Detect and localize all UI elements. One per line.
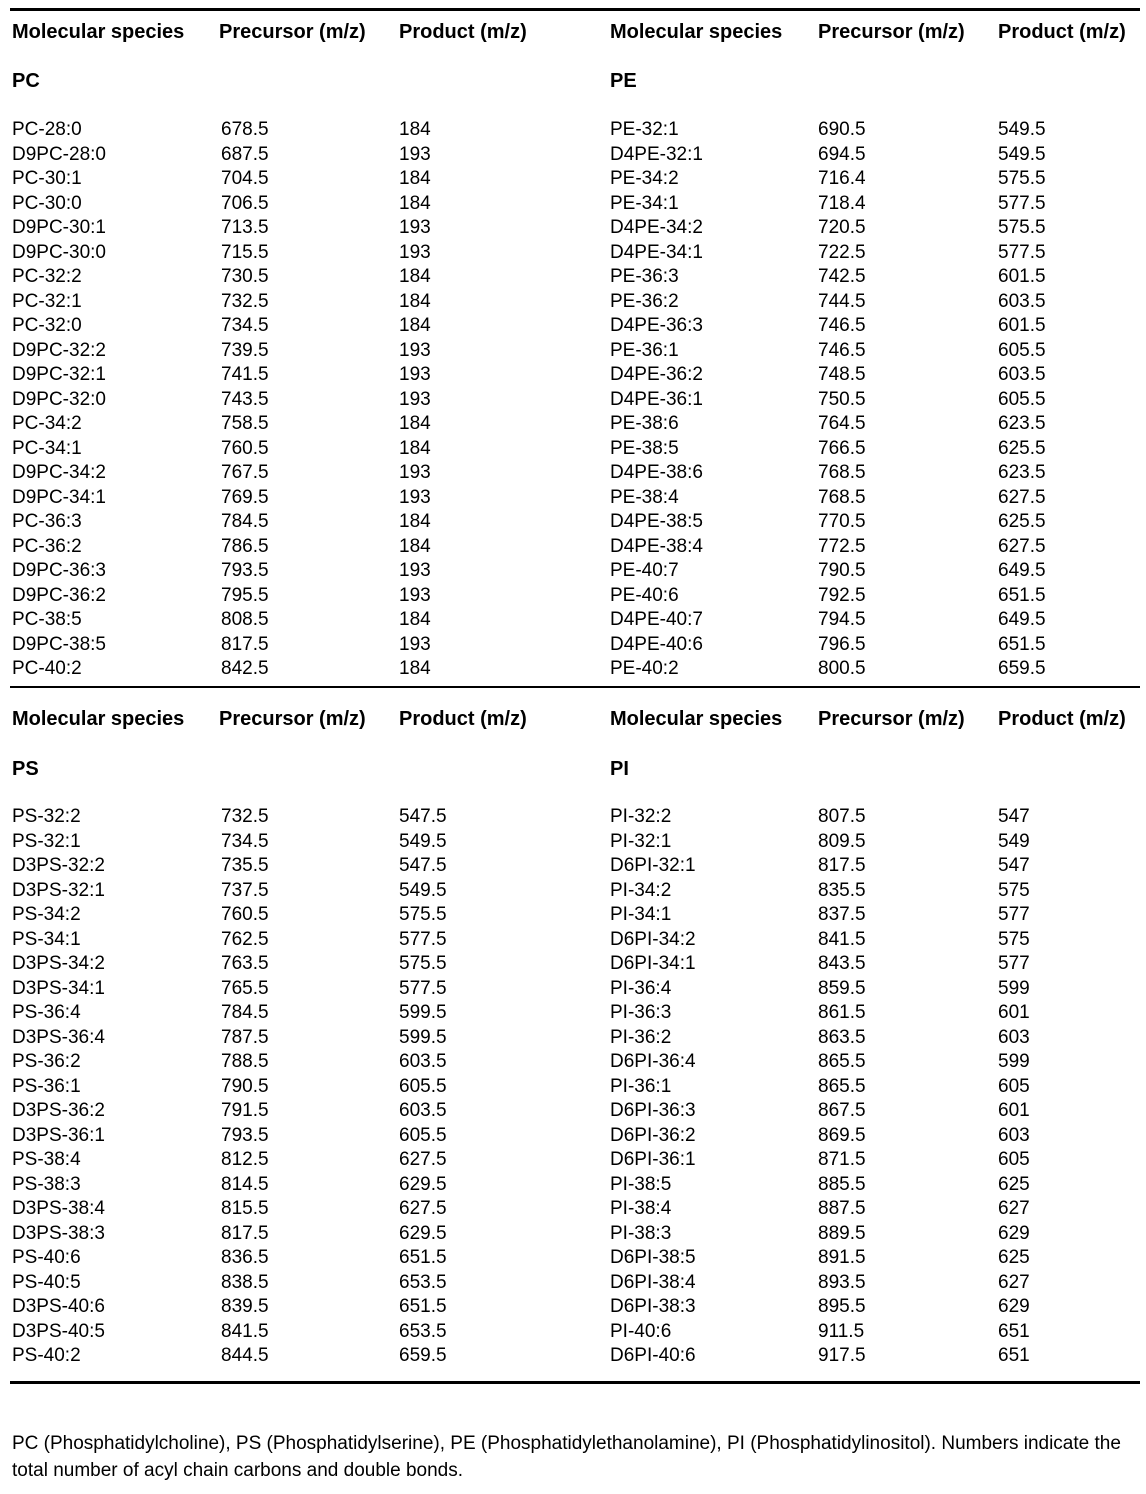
- cell-precursor: 889.5: [818, 1222, 866, 1244]
- cell-species: PE-38:6: [610, 413, 679, 434]
- cell-product: 577.5: [399, 977, 447, 999]
- cell-species: PC-34:1: [12, 437, 82, 459]
- cell-species: D9PC-32:2: [12, 339, 106, 361]
- cell-species: PS-34:2: [12, 904, 81, 925]
- cell-product: 651.5: [998, 584, 1046, 606]
- cell-precursor: 786.5: [221, 535, 269, 557]
- cell-precursor: 817.5: [818, 855, 866, 876]
- cell-product: 184: [399, 192, 431, 214]
- cell-precursor: 895.5: [818, 1296, 866, 1317]
- cell-species: PC-30:0: [12, 192, 82, 214]
- cell-precursor: 837.5: [818, 904, 866, 925]
- cell-precursor: 793.5: [221, 1124, 269, 1146]
- group-label: PE: [610, 70, 637, 92]
- cell-product: 577.5: [998, 241, 1046, 263]
- cell-precursor: 839.5: [221, 1296, 269, 1317]
- cell-product: 601.5: [998, 266, 1046, 287]
- cell-precursor: 732.5: [221, 290, 269, 312]
- cell-precursor: 844.5: [221, 1345, 269, 1366]
- cell-species: D9PC-36:3: [12, 560, 106, 581]
- cell-species: PC-34:2: [12, 413, 82, 434]
- cell-precursor: 748.5: [818, 364, 866, 385]
- cell-species: D6PI-36:2: [610, 1124, 696, 1146]
- cell-product: 627.5: [998, 486, 1046, 508]
- cell-product: 193: [399, 241, 431, 263]
- cell-product: 601: [998, 1100, 1030, 1121]
- cell-species: D3PS-32:2: [12, 855, 105, 876]
- cell-product: 649.5: [998, 560, 1046, 581]
- cell-species: D4PE-34:1: [610, 241, 703, 263]
- cell-product: 184: [399, 266, 431, 287]
- cell-precursor: 687.5: [221, 143, 269, 165]
- cell-species: D6PI-38:5: [610, 1247, 696, 1268]
- cell-product: 549.5: [998, 119, 1046, 140]
- cell-product: 184: [399, 511, 431, 532]
- cell-product: 653.5: [399, 1320, 447, 1342]
- cell-product: 627: [998, 1271, 1030, 1293]
- cell-precursor: 794.5: [818, 609, 866, 630]
- cell-precursor: 690.5: [818, 119, 866, 140]
- cell-species: PS-32:1: [12, 830, 81, 852]
- cell-species: PE-34:2: [610, 168, 679, 189]
- group-label: PS: [12, 758, 39, 780]
- cell-product: 184: [399, 413, 431, 434]
- cell-product: 193: [399, 584, 431, 606]
- cell-species: PE-34:1: [610, 192, 679, 214]
- cell-precursor: 713.5: [221, 217, 269, 238]
- cell-species: PS-36:4: [12, 1002, 81, 1023]
- cell-precursor: 784.5: [221, 1002, 269, 1023]
- cell-product: 193: [399, 388, 431, 410]
- cell-precursor: 814.5: [221, 1173, 269, 1195]
- cell-precursor: 812.5: [221, 1149, 269, 1170]
- cell-species: PC-36:2: [12, 535, 82, 557]
- cell-product: 547.5: [399, 855, 447, 876]
- column-header-precursor: Precursor (m/z): [818, 21, 965, 43]
- cell-species: D4PE-38:4: [610, 535, 703, 557]
- cell-species: D3PS-38:3: [12, 1222, 105, 1244]
- cell-precursor: 739.5: [221, 339, 269, 361]
- cell-precursor: 841.5: [221, 1320, 269, 1342]
- cell-precursor: 784.5: [221, 511, 269, 532]
- cell-product: 651.5: [399, 1247, 447, 1268]
- cell-product: 193: [399, 560, 431, 581]
- cell-species: PE-36:2: [610, 290, 679, 312]
- cell-product: 549.5: [399, 879, 447, 901]
- cell-product: 603.5: [998, 364, 1046, 385]
- cell-species: D3PS-34:1: [12, 977, 105, 999]
- cell-product: 193: [399, 143, 431, 165]
- cell-product: 651.5: [998, 633, 1046, 655]
- cell-species: PC-32:2: [12, 266, 82, 287]
- cell-species: PS-40:6: [12, 1247, 81, 1268]
- cell-product: 625: [998, 1247, 1030, 1268]
- cell-product: 575.5: [399, 904, 447, 925]
- cell-precursor: 788.5: [221, 1051, 269, 1072]
- cell-species: PI-38:3: [610, 1222, 672, 1244]
- cell-species: PC-32:1: [12, 290, 82, 312]
- cell-precursor: 863.5: [818, 1026, 866, 1048]
- column-header-product: Product (m/z): [998, 708, 1126, 730]
- cell-species: PI-40:6: [610, 1320, 672, 1342]
- cell-precursor: 706.5: [221, 192, 269, 214]
- cell-product: 627.5: [998, 535, 1046, 557]
- cell-species: D4PE-36:2: [610, 364, 703, 385]
- cell-precursor: 746.5: [818, 315, 866, 336]
- cell-precursor: 817.5: [221, 1222, 269, 1244]
- cell-species: D3PS-34:2: [12, 953, 105, 974]
- cell-precursor: 760.5: [221, 904, 269, 925]
- cell-species: D9PC-34:1: [12, 486, 106, 508]
- cell-precursor: 815.5: [221, 1198, 269, 1219]
- cell-species: PE-38:5: [610, 437, 679, 459]
- cell-precursor: 891.5: [818, 1247, 866, 1268]
- cell-species: PI-38:4: [610, 1198, 672, 1219]
- cell-species: D6PI-38:4: [610, 1271, 696, 1293]
- cell-precursor: 720.5: [818, 217, 866, 238]
- cell-product: 193: [399, 462, 431, 483]
- cell-product: 575.5: [998, 168, 1046, 189]
- cell-product: 603: [998, 1026, 1030, 1048]
- cell-precursor: 735.5: [221, 855, 269, 876]
- cell-species: D9PC-30:0: [12, 241, 106, 263]
- cell-precursor: 743.5: [221, 388, 269, 410]
- cell-precursor: 885.5: [818, 1173, 866, 1195]
- cell-precursor: 763.5: [221, 953, 269, 974]
- column-header-species: Molecular species: [610, 21, 783, 43]
- cell-species: PE-40:6: [610, 584, 679, 606]
- cell-species: D6PI-36:3: [610, 1100, 696, 1121]
- cell-precursor: 796.5: [818, 633, 866, 655]
- cell-species: PS-40:5: [12, 1271, 81, 1293]
- cell-product: 547: [998, 806, 1030, 827]
- cell-precursor: 715.5: [221, 241, 269, 263]
- cell-species: D3PS-40:6: [12, 1296, 105, 1317]
- cell-precursor: 718.4: [818, 192, 866, 214]
- cell-product: 599: [998, 1051, 1030, 1072]
- column-header-precursor: Precursor (m/z): [219, 21, 366, 43]
- cell-product: 575.5: [998, 217, 1046, 238]
- cell-precursor: 790.5: [818, 560, 866, 581]
- column-header-product: Product (m/z): [399, 21, 527, 43]
- cell-product: 627.5: [399, 1198, 447, 1219]
- cell-species: PC-32:0: [12, 315, 82, 336]
- cell-species: PS-38:3: [12, 1173, 81, 1195]
- cell-species: D3PS-36:1: [12, 1124, 105, 1146]
- cell-product: 184: [399, 609, 431, 630]
- cell-species: D3PS-40:5: [12, 1320, 105, 1342]
- cell-product: 625: [998, 1173, 1030, 1195]
- cell-product: 625.5: [998, 511, 1046, 532]
- cell-product: 577: [998, 904, 1030, 925]
- column-header-precursor: Precursor (m/z): [818, 708, 965, 730]
- cell-product: 603.5: [399, 1051, 447, 1072]
- cell-product: 547: [998, 855, 1030, 876]
- cell-precursor: 893.5: [818, 1271, 866, 1293]
- cell-precursor: 730.5: [221, 266, 269, 287]
- column-header-precursor: Precursor (m/z): [219, 708, 366, 730]
- cell-product: 623.5: [998, 462, 1046, 483]
- cell-species: D4PE-40:6: [610, 633, 703, 655]
- top-rule: [10, 8, 1140, 11]
- cell-product: 549.5: [998, 143, 1046, 165]
- column-header-species: Molecular species: [12, 21, 185, 43]
- cell-product: 193: [399, 339, 431, 361]
- cell-precursor: 766.5: [818, 437, 866, 459]
- cell-precursor: 760.5: [221, 437, 269, 459]
- cell-precursor: 887.5: [818, 1198, 866, 1219]
- cell-precursor: 791.5: [221, 1100, 269, 1121]
- cell-species: D6PI-36:1: [610, 1149, 696, 1170]
- cell-product: 625.5: [998, 437, 1046, 459]
- cell-precursor: 800.5: [818, 658, 866, 679]
- cell-species: D9PC-34:2: [12, 462, 106, 483]
- cell-species: PE-38:4: [610, 486, 679, 508]
- cell-species: D9PC-30:1: [12, 217, 106, 238]
- cell-precursor: 835.5: [818, 879, 866, 901]
- cell-species: D3PS-36:2: [12, 1100, 105, 1121]
- cell-species: D9PC-28:0: [12, 143, 106, 165]
- cell-species: D6PI-38:3: [610, 1296, 696, 1317]
- cell-precursor: 770.5: [818, 511, 866, 532]
- cell-species: D9PC-36:2: [12, 584, 106, 606]
- cell-product: 653.5: [399, 1271, 447, 1293]
- cell-product: 184: [399, 437, 431, 459]
- cell-species: PC-40:2: [12, 658, 82, 679]
- cell-product: 605.5: [399, 1075, 447, 1097]
- cell-product: 629: [998, 1296, 1030, 1317]
- cell-precursor: 867.5: [818, 1100, 866, 1121]
- cell-product: 651: [998, 1320, 1030, 1342]
- cell-product: 629.5: [399, 1173, 447, 1195]
- cell-precursor: 911.5: [818, 1320, 865, 1342]
- cell-species: PS-40:2: [12, 1345, 81, 1366]
- cell-precursor: 768.5: [818, 486, 866, 508]
- cell-product: 577: [998, 953, 1030, 974]
- cell-species: D4PE-36:1: [610, 388, 703, 410]
- cell-precursor: 793.5: [221, 560, 269, 581]
- cell-product: 599.5: [399, 1002, 447, 1023]
- cell-species: PS-34:1: [12, 928, 81, 950]
- cell-precursor: 742.5: [818, 266, 866, 287]
- cell-precursor: 836.5: [221, 1247, 269, 1268]
- cell-product: 577.5: [998, 192, 1046, 214]
- cell-product: 603.5: [399, 1100, 447, 1121]
- cell-precursor: 768.5: [818, 462, 866, 483]
- cell-precursor: 842.5: [221, 658, 269, 679]
- cell-precursor: 746.5: [818, 339, 866, 361]
- cell-product: 659.5: [998, 658, 1046, 679]
- cell-product: 651: [998, 1345, 1030, 1366]
- cell-precursor: 792.5: [818, 584, 866, 606]
- cell-product: 575: [998, 879, 1030, 901]
- cell-species: D6PI-40:6: [610, 1345, 696, 1366]
- cell-precursor: 737.5: [221, 879, 269, 901]
- cell-product: 603.5: [998, 290, 1046, 312]
- cell-precursor: 716.4: [818, 168, 866, 189]
- cell-species: D9PC-32:0: [12, 388, 106, 410]
- cell-precursor: 678.5: [221, 119, 269, 140]
- cell-product: 603: [998, 1124, 1030, 1146]
- cell-product: 193: [399, 633, 431, 655]
- cell-species: PI-34:1: [610, 904, 672, 925]
- cell-species: PS-32:2: [12, 806, 81, 827]
- cell-precursor: 838.5: [221, 1271, 269, 1293]
- column-header-species: Molecular species: [12, 708, 185, 730]
- cell-precursor: 865.5: [818, 1051, 866, 1072]
- cell-precursor: 750.5: [818, 388, 866, 410]
- cell-species: PI-36:4: [610, 977, 672, 999]
- cell-precursor: 808.5: [221, 609, 269, 630]
- cell-product: 605.5: [399, 1124, 447, 1146]
- cell-precursor: 790.5: [221, 1075, 269, 1097]
- cell-product: 193: [399, 364, 431, 385]
- cell-product: 605: [998, 1149, 1030, 1170]
- cell-precursor: 694.5: [818, 143, 866, 165]
- cell-precursor: 871.5: [818, 1149, 866, 1170]
- cell-precursor: 758.5: [221, 413, 269, 434]
- cell-precursor: 762.5: [221, 928, 269, 950]
- cell-product: 193: [399, 486, 431, 508]
- cell-product: 599: [998, 977, 1030, 999]
- cell-product: 605.5: [998, 388, 1046, 410]
- cell-product: 651.5: [399, 1296, 447, 1317]
- cell-species: PE-32:1: [610, 119, 679, 140]
- cell-species: D4PE-40:7: [610, 609, 703, 630]
- cell-precursor: 764.5: [818, 413, 866, 434]
- cell-precursor: 869.5: [818, 1124, 866, 1146]
- cell-species: PI-32:1: [610, 830, 672, 852]
- cell-product: 627.5: [399, 1149, 447, 1170]
- cell-precursor: 861.5: [818, 1002, 866, 1023]
- cell-precursor: 787.5: [221, 1026, 269, 1048]
- cell-precursor: 843.5: [818, 953, 866, 974]
- group-label: PC: [12, 70, 40, 92]
- cell-product: 605: [998, 1075, 1030, 1097]
- cell-precursor: 765.5: [221, 977, 269, 999]
- cell-precursor: 722.5: [818, 241, 866, 263]
- middle-rule: [10, 686, 1140, 688]
- cell-product: 547.5: [399, 806, 447, 827]
- cell-product: 601: [998, 1002, 1030, 1023]
- cell-precursor: 734.5: [221, 830, 269, 852]
- column-header-product: Product (m/z): [998, 21, 1126, 43]
- cell-species: PE-40:7: [610, 560, 679, 581]
- cell-species: D6PI-32:1: [610, 855, 696, 876]
- cell-product: 649.5: [998, 609, 1046, 630]
- footnote: PC (Phosphatidylcholine), PS (Phosphatidylserine), PE (Phosphatidylethanolamine), PI (Phosphatidylinositol). Numbers indicate the total number of acyl chain carbons and double bonds.: [12, 1433, 1121, 1481]
- cell-species: D3PS-32:1: [12, 879, 105, 901]
- cell-precursor: 772.5: [818, 535, 866, 557]
- cell-species: PI-36:2: [610, 1026, 672, 1048]
- cell-species: PS-38:4: [12, 1149, 81, 1170]
- cell-precursor: 807.5: [818, 806, 866, 827]
- cell-species: PC-28:0: [12, 119, 82, 140]
- cell-species: D4PE-38:6: [610, 462, 703, 483]
- cell-precursor: 741.5: [221, 364, 269, 385]
- cell-species: PS-36:2: [12, 1051, 81, 1072]
- cell-product: 577.5: [399, 928, 447, 950]
- cell-species: D4PE-32:1: [610, 143, 703, 165]
- cell-product: 184: [399, 315, 431, 336]
- cell-product: 627: [998, 1198, 1030, 1219]
- cell-product: 549: [998, 830, 1030, 852]
- cell-species: D4PE-36:3: [610, 315, 703, 336]
- cell-species: PI-38:5: [610, 1173, 672, 1195]
- cell-product: 193: [399, 217, 431, 238]
- cell-product: 601.5: [998, 315, 1046, 336]
- cell-precursor: 732.5: [221, 806, 269, 827]
- cell-product: 629: [998, 1222, 1030, 1244]
- cell-product: 623.5: [998, 413, 1046, 434]
- cell-species: PS-36:1: [12, 1075, 81, 1097]
- cell-product: 184: [399, 168, 431, 189]
- cell-precursor: 767.5: [221, 462, 269, 483]
- column-header-species: Molecular species: [610, 708, 783, 730]
- cell-precursor: 841.5: [818, 928, 866, 950]
- cell-product: 184: [399, 119, 431, 140]
- cell-species: D6PI-34:2: [610, 928, 696, 950]
- cell-product: 575.5: [399, 953, 447, 974]
- cell-precursor: 769.5: [221, 486, 269, 508]
- cell-product: 629.5: [399, 1222, 447, 1244]
- cell-species: D3PS-36:4: [12, 1026, 105, 1048]
- cell-species: D4PE-38:5: [610, 511, 703, 532]
- cell-species: PE-36:3: [610, 266, 679, 287]
- cell-precursor: 817.5: [221, 633, 269, 655]
- cell-precursor: 704.5: [221, 168, 269, 189]
- cell-precursor: 917.5: [818, 1345, 866, 1366]
- cell-precursor: 795.5: [221, 584, 269, 606]
- cell-product: 184: [399, 658, 431, 679]
- cell-species: PE-40:2: [610, 658, 679, 679]
- cell-species: PI-36:3: [610, 1002, 672, 1023]
- cell-precursor: 809.5: [818, 830, 866, 852]
- cell-product: 184: [399, 535, 431, 557]
- cell-product: 549.5: [399, 830, 447, 852]
- cell-species: PI-36:1: [610, 1075, 672, 1097]
- cell-species: PC-30:1: [12, 168, 82, 189]
- cell-species: PC-38:5: [12, 609, 82, 630]
- cell-species: D6PI-36:4: [610, 1051, 696, 1072]
- cell-precursor: 734.5: [221, 315, 269, 336]
- cell-species: D9PC-32:1: [12, 364, 106, 385]
- cell-species: PE-36:1: [610, 339, 679, 361]
- cell-precursor: 859.5: [818, 977, 866, 999]
- cell-species: D6PI-34:1: [610, 953, 696, 974]
- cell-product: 599.5: [399, 1026, 447, 1048]
- bottom-rule: [10, 1381, 1140, 1384]
- cell-product: 605.5: [998, 339, 1046, 361]
- cell-precursor: 865.5: [818, 1075, 866, 1097]
- cell-product: 184: [399, 290, 431, 312]
- cell-species: D3PS-38:4: [12, 1198, 105, 1219]
- cell-species: PI-34:2: [610, 879, 672, 901]
- cell-species: D9PC-38:5: [12, 633, 106, 655]
- cell-product: 575: [998, 928, 1030, 950]
- cell-species: D4PE-34:2: [610, 217, 703, 238]
- group-label: PI: [610, 758, 629, 780]
- cell-product: 659.5: [399, 1345, 447, 1366]
- column-header-product: Product (m/z): [399, 708, 527, 730]
- cell-species: PI-32:2: [610, 806, 672, 827]
- cell-species: PC-36:3: [12, 511, 82, 532]
- cell-precursor: 744.5: [818, 290, 866, 312]
